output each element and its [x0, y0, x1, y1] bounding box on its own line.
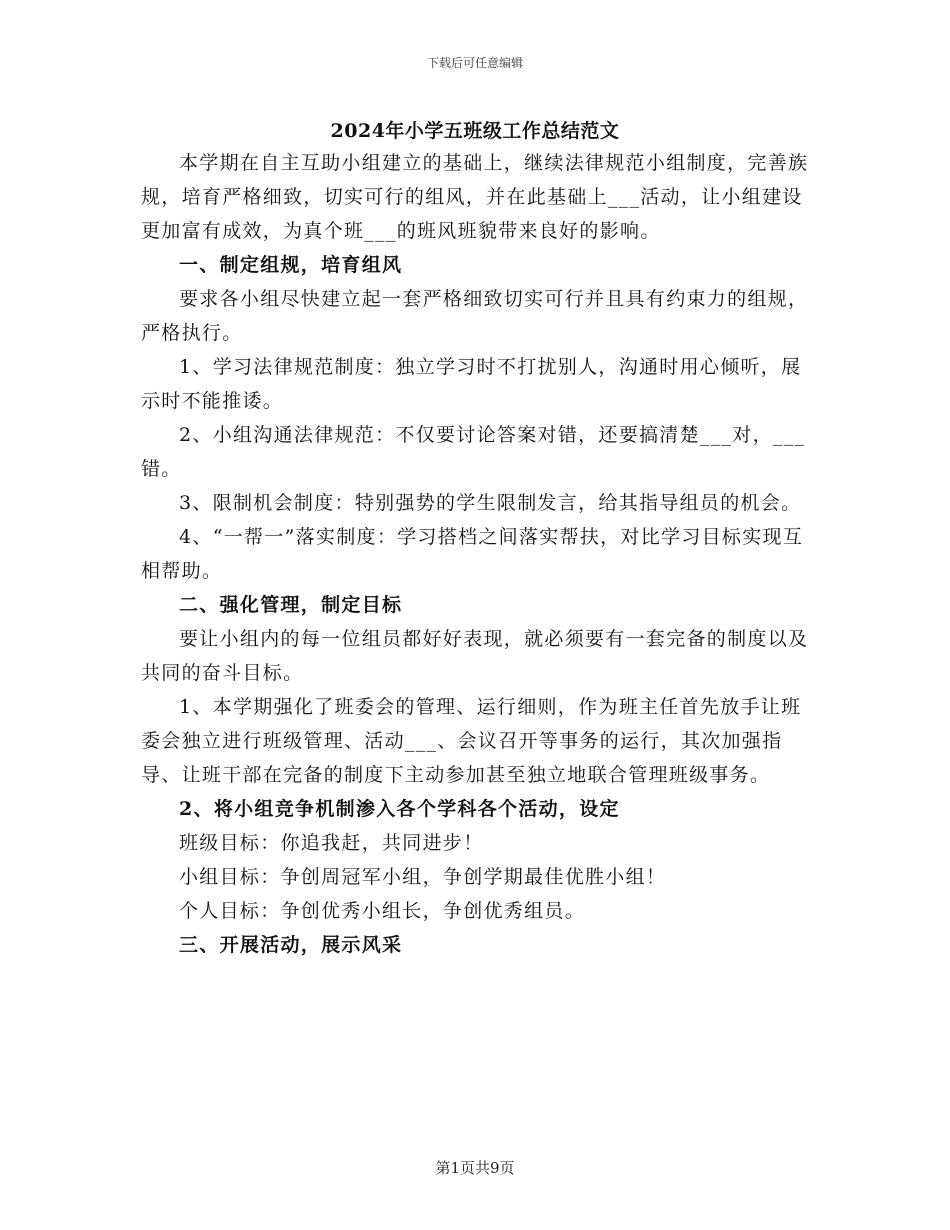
goal-item-class: 班级目标：你追我赶，共同进步！	[179, 832, 484, 854]
list-item: 1、本学期强化了班委会的管理、运行细则，作为班主任首先放手让班委会独立进行班级管理、活动___、会议召开等事务的运行，其次加强指导、让班干部在完备的制度下主动参加甚至独立地联合管理班级事务。	[141, 696, 802, 786]
document-body	[141, 146, 821, 962]
paragraph: 要让小组内的每一位组员都好好表现，就必须要有一套完备的制度以及共同的奋斗目标。	[141, 628, 809, 684]
paragraph: 要求各小组尽快建立起一套严格细致切实可行并且具有约束力的组规，严格执行。	[141, 288, 809, 344]
page-number: 第1页共9页	[435, 1159, 515, 1177]
header-note: 下载后可任意编辑	[426, 56, 523, 70]
list-item: 3、限制机会制度：特别强势的学生限制发言，给其指导组员的机会。	[179, 492, 802, 514]
goal-item-personal: 个人目标：争创优秀小组长，争创优秀组员。	[179, 900, 586, 922]
section-heading-2: 二、强化管理，制定目标	[179, 594, 403, 616]
list-item: 1、学习法律规范制度：独立学习时不打扰别人，沟通时用心倾听，展示时不能推诿。	[141, 356, 802, 412]
list-item: 4、“一帮一”落实制度：学习搭档之间落实帮扶，对比学习目标实现互相帮助。	[141, 526, 804, 582]
paragraph-intro: 本学期在自主互助小组建立的基础上，继续法律规范小组制度，完善族规，培育严格细致，切实可行的组风，并在此基础上___活动，让小组建设更加富有成效，为真个班___的班风班貌带来良好的影响。	[141, 152, 809, 242]
list-item: 2、小组沟通法律规范：不仅要讨论答案对错，还要搞清楚___对，___错。	[141, 424, 806, 480]
goal-item-group: 小组目标：争创周冠军小组，争创学期最佳优胜小组！	[179, 866, 667, 888]
subsection-heading: 2、将小组竞争机制渗入各个学科各个活动，设定	[179, 798, 620, 820]
section-heading-3: 三、开展活动，展示风采	[179, 934, 403, 956]
document-title: 2024年小学五班级工作总结范文	[330, 120, 620, 142]
section-heading-1: 一、制定组规，培育组风	[179, 254, 403, 276]
